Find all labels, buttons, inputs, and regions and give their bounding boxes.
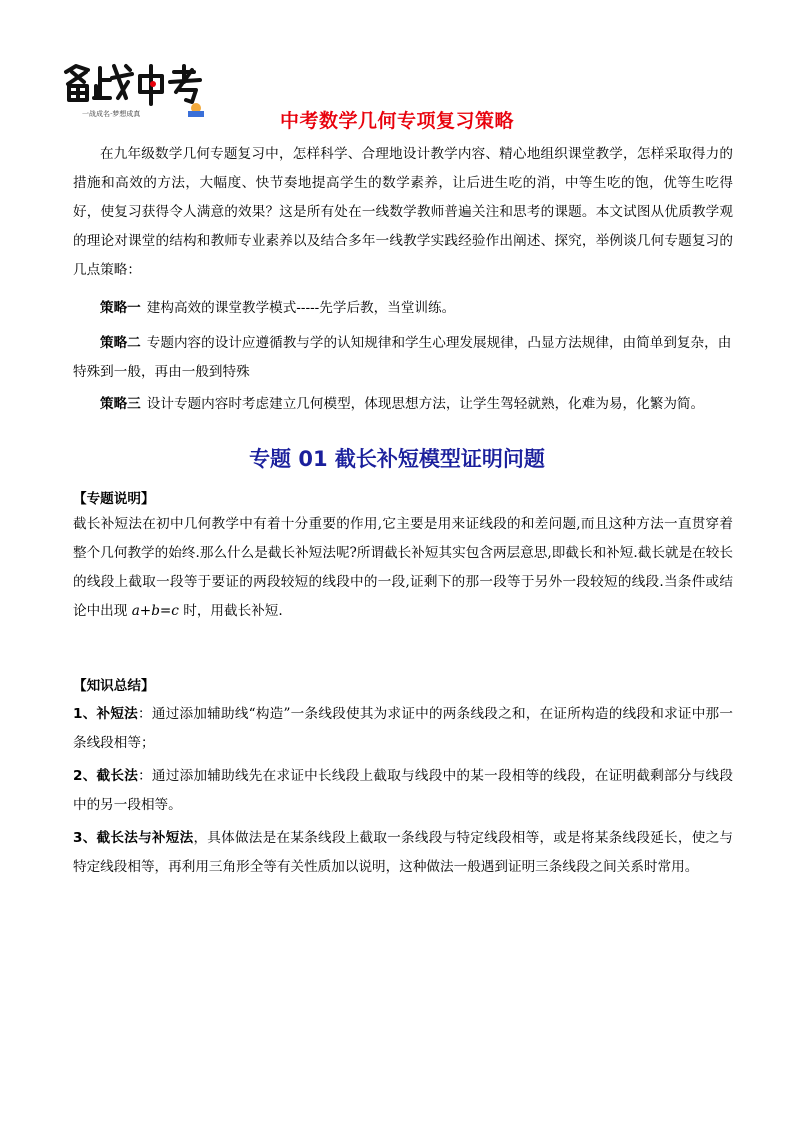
strategy-2 [73,329,733,387]
strategy-tag: 策略一 [100,300,141,316]
knowledge-label: 3、截长法与补短法 [73,830,194,846]
topic-title: 专题 01 截长补短模型证明问题 [249,447,545,471]
strategy-3 [73,390,733,419]
knowledge-item-2 [73,762,733,820]
knowledge-text: ：通过添加辅助线先在求证中长线段上截取与线段中的某一段相等的线段，在证明截剩部分与线段中的另一段相等。 [73,768,733,813]
intro-paragraph: 在九年级数学几何专题复习中，怎样科学、合理地设计教学内容、精心地组织课堂教学，怎样采取得力的措施和高效的方法，大幅度、快节奏地提高学生的数学素养，让后进生吃的消，中等生吃的饱，优等生吃得好，使复习获得令人满意的效果？这是所有处在一线数学教师普遍关注和思考的课题。本文试图从优质教学观的理论对课堂的结构和教师专业素养以及结合多年一线教学实践经验作出阐述、探究，举例谈几何专题复习的几点策略： [73,146,733,278]
explanation-heading: 【专题说明】 [73,491,155,507]
strategy-1 [73,294,733,323]
knowledge-label: 1、补短法 [73,706,139,722]
knowledge-item-1 [73,700,733,758]
strategy-tag: 策略二 [100,335,141,351]
explanation-text-end: 时，用截长补短. [178,603,283,619]
knowledge-heading: 【知识总结】 [73,678,155,694]
strategy-tag: 策略三 [100,396,141,412]
svg-text:一战成名·梦想成真: 一战成名·梦想成真 [82,110,141,118]
knowledge-text: ：通过添加辅助线“构造”一条线段使其为求证中的两条线段之和，在证所构造的线段和求证中那一条线段相等； [73,706,733,751]
strategy-text: 设计专题内容时考虑建立几何模型，体现思想方法，让学生驾轻就熟，化难为易，化繁为简。 [146,396,705,412]
formula: a+b=c [131,603,179,619]
explanation-paragraph [73,510,733,626]
knowledge-text: ，具体做法是在某条线段上截取一条线段与特定线段相等，或是将某条线段延长，使之与特定线段相等，再利用三角形全等有关性质加以说明，这种做法一般遇到证明三条线段之间关系时常用。 [73,830,733,875]
main-title: 中考数学几何专项复习策略 [279,110,514,132]
strategy-text: 专题内容的设计应遵循教与学的认知规律和学生心理发展规律，凸显方法规律，由简单到复杂，由特殊到一般，再由一般到特殊 [73,335,732,380]
explanation-text: 截长补短法在初中几何教学中有着十分重要的作用,它主要是用来证线段的和差问题,而且这种方法一直贯穿着整个几何教学的始终.那么什么是截长补短法呢?所谓截长补短其实包含两层意思,即截长和补短.截长就是在较长的线段上截取一段等于要证的两段较短的线段中的一段,证剩下的那一段等于另外一段较短的线段.当条件或结论中出现 [73,516,733,619]
knowledge-item-3 [73,824,733,882]
knowledge-label: 2、截长法 [73,768,139,784]
strategy-text: 建构高效的课堂教学模式-----先学后教，当堂训练。 [146,300,456,316]
